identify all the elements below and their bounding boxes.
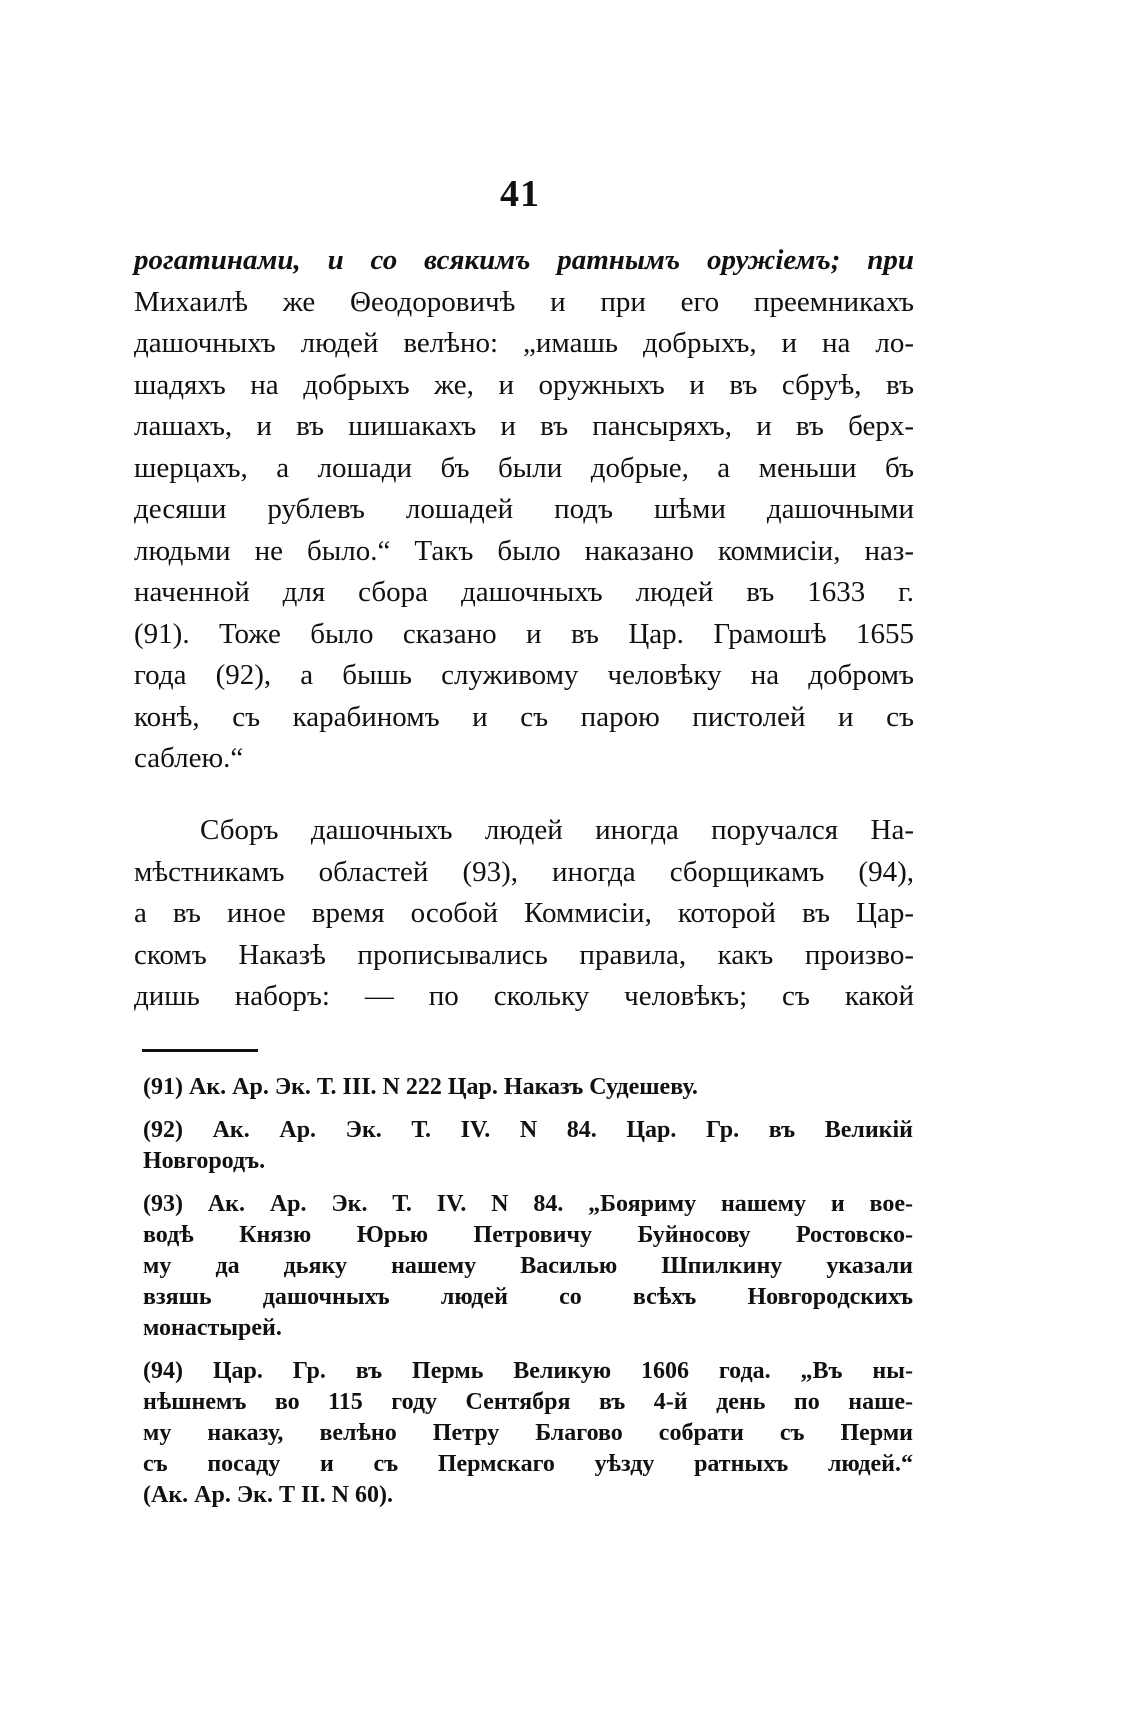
text-line: мѣстникамъ областей (93), иногда сборщикамъ (94), (134, 855, 914, 888)
text-line: шерцахъ, а лошади бъ были добрые, а меньши бъ (134, 451, 914, 484)
footnote-line: му да дьяку нашему Василью Шпилкину указали (143, 1253, 913, 1279)
footnote-93 (143, 1189, 913, 1344)
text-line: дашочныхъ людей велѣно: „имашь добрыхъ, и на ло- (134, 327, 914, 359)
footnote-line: (Ак. Ар. Эк. Т II. N 60). (143, 1482, 393, 1508)
footnote-line: (94) Цар. Гр. въ Пермь Великую 1606 года. „Въ ны- (143, 1358, 913, 1384)
text-line: дишь наборъ: — по скольку человѣкъ; съ какой (134, 980, 914, 1012)
text-line: скомъ Наказѣ прописывались правила, какъ произво- (134, 938, 914, 971)
footnote-line: съ посаду и съ Пермскаго уѣзду ратныхъ людей.“ (143, 1451, 913, 1477)
text-line: лашахъ, и въ шишакахъ и въ пансыряхъ, и въ берх- (134, 410, 914, 442)
text-line: (91). Тоже было сказано и въ Цар. Грамошѣ 1655 (134, 617, 914, 650)
footnote-94 (143, 1356, 913, 1511)
page-number: 41 (500, 173, 540, 215)
text-line: людьми не было.“ Такъ было наказано коммисіи, наз- (134, 534, 914, 567)
paragraph-1 (134, 240, 914, 780)
footnote-divider (142, 1049, 258, 1052)
text-line: рогатинами, и со всякимъ ратнымъ оружіемъ; при (134, 244, 914, 276)
text-line: десяши рублевъ лошадей подъ шѣми дашочными (134, 493, 914, 525)
text-line: шадяхъ на добрыхъ же, и оружныхъ и въ сбруѣ, въ (134, 368, 914, 401)
footnote-line: му наказу, велѣно Петру Благово собрати съ Перми (143, 1420, 913, 1446)
text-line: наченной для сбора дашочныхъ людей въ 1633 г. (134, 576, 914, 608)
footnotes (143, 1072, 913, 1523)
paragraph-2 (134, 810, 914, 1018)
footnote-91 (143, 1072, 913, 1103)
text-line: года (92), а бышь служивому человѣку на добромъ (134, 659, 914, 691)
text-line: Михаилѣ же Θеодоровичѣ и при его преемникахъ (134, 285, 914, 318)
footnote-line: монастырей. (143, 1315, 282, 1341)
footnote-line: (93) Ак. Ар. Эк. Т. IV. N 84. „Бояриму нашему и вое- (143, 1191, 913, 1217)
text-line: Сборъ дашочныхъ людей иногда поручался На- (200, 814, 914, 846)
footnote-line: водѣ Князю Юрью Петровичу Буйносову Ростовско- (143, 1222, 913, 1248)
footnote-line: (92) Ак. Ар. Эк. Т. IV. N 84. Цар. Гр. въ Великій (143, 1117, 913, 1143)
text-line: саблею.“ (134, 742, 244, 774)
text-line: конѣ, съ карабиномъ и съ парою пистолей и съ (134, 700, 914, 733)
footnote-92 (143, 1115, 913, 1177)
footnote-line: взяшь дашочныхъ людей со всѣхъ Новгородскихъ (143, 1284, 913, 1310)
footnote-line: нѣшнемъ во 115 году Сентября въ 4-й день по нашe- (143, 1389, 913, 1415)
text-line: а въ иное время особой Коммисіи, которой въ Цар- (134, 897, 914, 929)
footnote-line: (91) Ак. Ар. Эк. Т. III. N 222 Цар. Наказъ Судешеву. (143, 1074, 698, 1100)
footnote-line: Новгородъ. (143, 1148, 266, 1174)
